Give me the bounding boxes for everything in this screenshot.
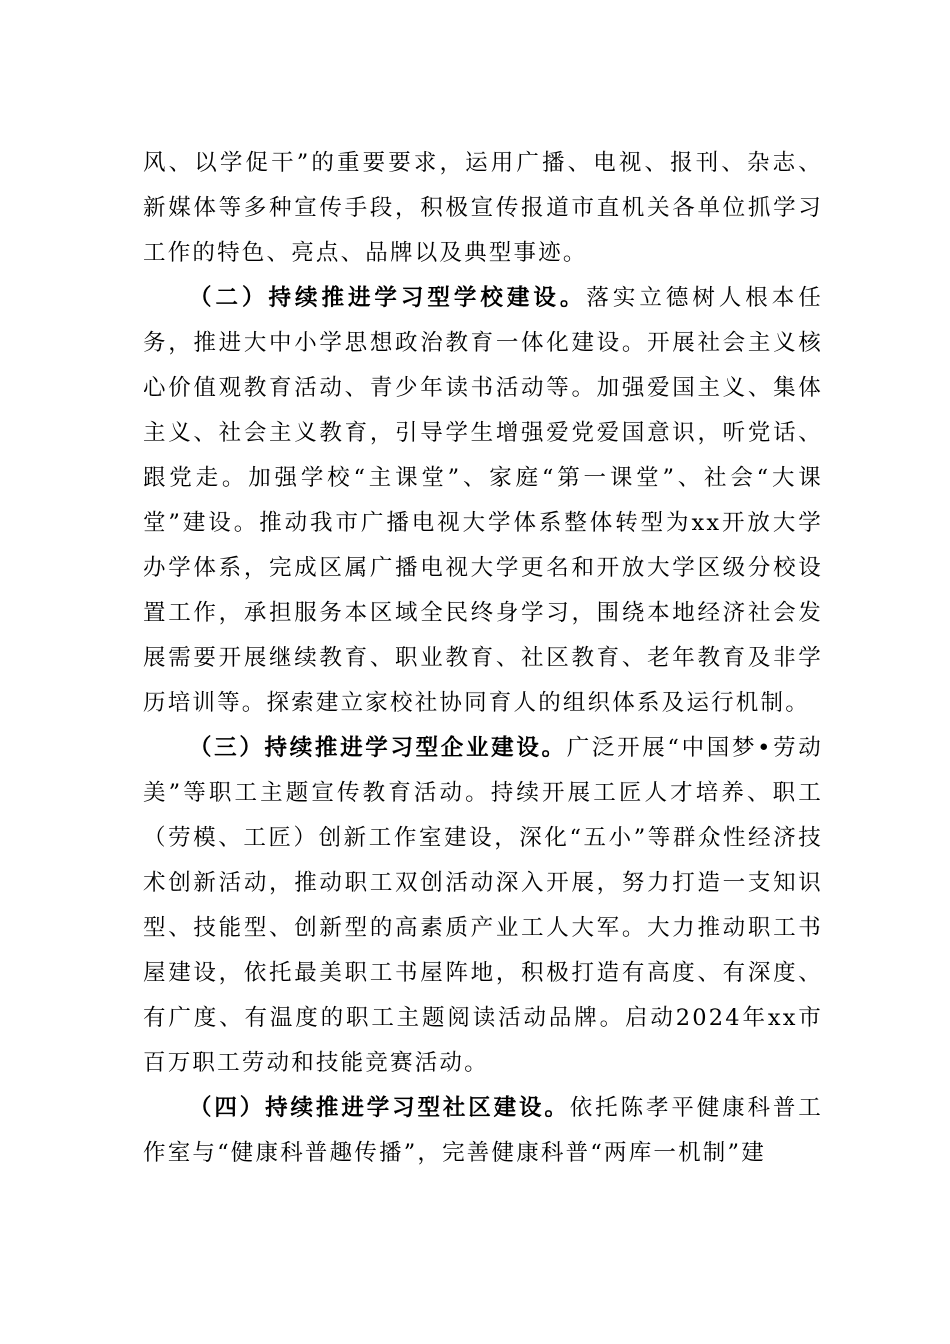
paragraph-text: 广泛开展“中国梦•劳动美”等职工主题宣传教育活动。持续开展工匠人才培养、职工（劳模、工匠）创新工作室建设，深化“五小”等群众性经济技术创新活动，推动职工双创活动深入开展，努力打造一支知识型、技能型、创新型的高素质产业工人大军。大力推动职工书屋建设，依托最美职工书屋阵地，积极打造有高度、有深度、有广度、有温度的职工主题阅读活动品牌。启动2024年xx市百万职工劳动和技能竞赛活动。: [143, 735, 823, 1076]
paragraph-learning-communities: [143, 1086, 823, 1176]
paragraph-continuation: [143, 141, 823, 276]
section-heading: （四）持续推进学习型社区建设。: [189, 1095, 570, 1121]
paragraph-learning-schools: [143, 276, 823, 726]
document-body: [143, 141, 823, 1176]
section-heading: （二）持续推进学习型学校建设。: [189, 285, 587, 311]
paragraph-text: 风、以学促干”的重要要求，运用广播、电视、报刊、杂志、新媒体等多种宣传手段，积极宣传报道市直机关各单位抓学习工作的特色、亮点、品牌以及典型事迹。: [143, 150, 823, 266]
section-heading: （三）持续推进学习型企业建设。: [189, 735, 567, 761]
paragraph-text: 落实立德树人根本任务，推进大中小学思想政治教育一体化建设。开展社会主义核心价值观教育活动、青少年读书活动等。加强爱国主义、集体主义、社会主义教育，引导学生增强爱党爱国意识，听党话、跟党走。加强学校“主课堂”、家庭“第一课堂”、社会“大课堂”建设。推动我市广播电视大学体系整体转型为xx开放大学办学体系，完成区属广播电视大学更名和开放大学区级分校设置工作，承担服务本区域全民终身学习，围绕本地经济社会发展需要开展继续教育、职业教育、社区教育、老年教育及非学历培训等。探索建立家校社协同育人的组织体系及运行机制。: [143, 285, 823, 716]
paragraph-text: 依托陈孝平健康科普工作室与“健康科普趣传播”，完善健康科普“两库一机制”建: [143, 1095, 823, 1166]
paragraph-learning-enterprises: [143, 726, 823, 1086]
